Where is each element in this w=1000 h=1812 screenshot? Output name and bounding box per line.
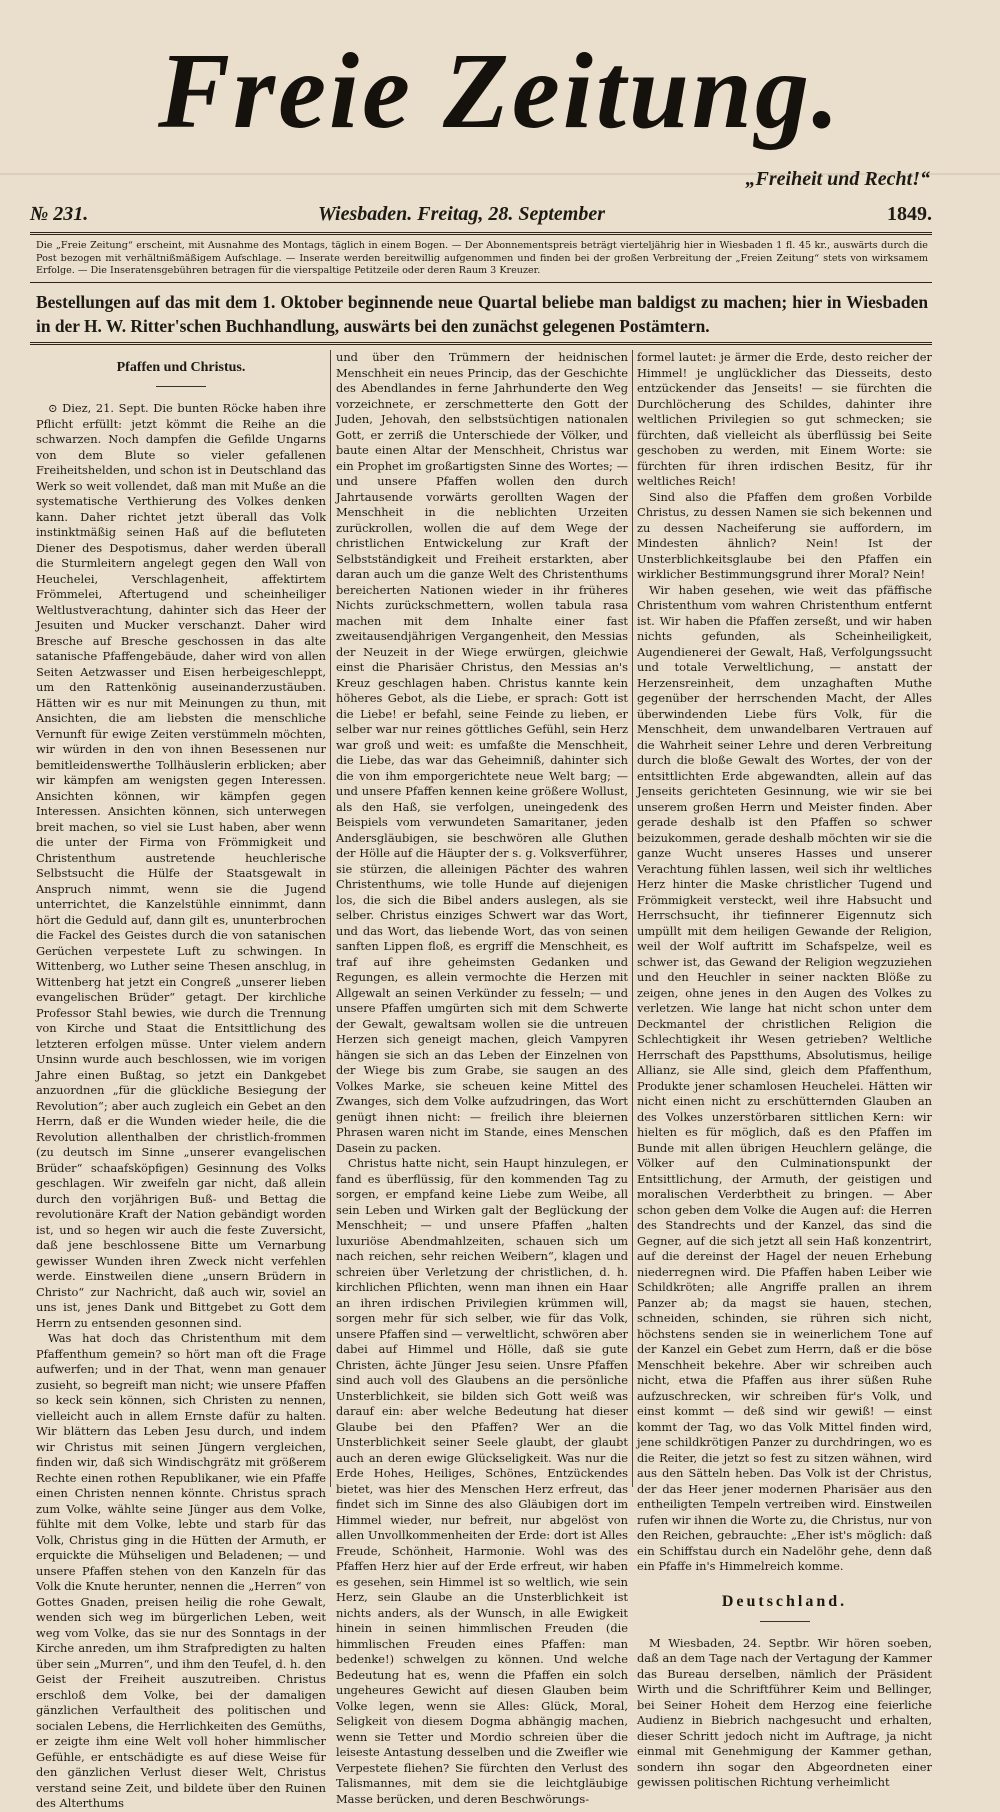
title-rule [156, 386, 206, 387]
article-columns [30, 350, 932, 1810]
masthead-motto: „Freiheit und Recht!“ [745, 168, 930, 190]
paragraph: Sind also die Pfaffen dem großen Vorbilde Christus, zu dessen Namen sie sich bekennen und zu dessen Nacheiferung sie auffordern, im Mindesten ähnlich? Nein! Ist der Unsterblichkeitsglaube bei den Pfaffen ein wirklicher Bestimmungsgrund ihrer Moral? Nein! [637, 489, 932, 581]
place-date: Wiesbaden. Freitag, 28. September [318, 203, 606, 225]
order-notice: Bestellungen auf das mit dem 1. Oktober beginnende neue Quartal beliebe man baldigst zu machen; hier in Wiesbaden in der H. W. Ritter'schen Buchhandlung, auswärts bei den zunächst gelegenen Postämtern. [36, 292, 928, 336]
column-divider [632, 350, 633, 1487]
column-2 [336, 350, 629, 1806]
section-title: Deutschland. [721, 1592, 848, 1610]
column-3 [637, 350, 932, 1789]
article-title: Pfaffen und Christus. [116, 360, 246, 375]
masthead-title: Freie Zeitung. [158, 32, 842, 151]
issue-year: 1849. [887, 203, 932, 225]
paragraph: Was hat doch das Christenthum mit dem Pfaffenthum gemein? so hört man oft die Frage aufwerfen; und in der That, wenn man genauer zusieht, so begreift man nicht; wie unsere Pfaffen so keck sein können, sich Christen zu nennen, vielleicht auch in allem Ernste dafür zu halten. Wir blättern das Leben Jesu durch, und indem wir Christus mit seinen Jüngern vergleichen, finden wir, daß sich Windischgrätz mit größerem Rechte einen rothen Republikaner, wie ein Pfaffe einen Christen nennen könnte. Christus sprach zum Volke, wählte seine Jünger aus dem Volke, fühlte mit dem Volke, lebte und starb für das Volk, Christus ging in die Hütten der Armuth, er erquickte die Mühseligen und Beladenen; — und unsere Pfaffen stehen von den Kanzeln für das Volk die Knute herunter, nennen die „Herren“ von Gottes Gnaden, preisen heilig die rohe Gewalt, wenden sich weg im bürgerlichen Leben, weit weg vom Volke, das sie nur des Sonntags in der Kirche anreden, um ihm Strafpredigten zu halten über sein „Murren“, und ihm den Teufel, d. h. den Geist der Freiheit auszutreiben. Christus erschloß dem Volke, bei der damaligen gänzlichen Verfaultheit des politischen und socialen Lebens, die Herrlichkeiten des Gemüths, er zeigte ihm eine Welt voll hoher himmlischer Gefühle, er entschädigte es auf diese Weise für den gänzlichen Verlust dieser Welt, Christus verstand seine Zeit, und bildete über den Ruinen des Alterthums [36, 1331, 326, 1810]
column-1 [36, 350, 326, 1810]
paragraph: ⊙ Diez, 21. Sept. Die bunten Röcke haben ihre Pflicht erfüllt: jetzt kömmt die Reihe an die schwarzen. Noch dampfen die Gefilde Ungarns von dem Blute so vieler gefallenen Freiheitshelden, und schon ist in Deutschland das Werk so weit vollendet, daß man mit Muße an die systematische Verthierung des Volkes denken kann. Daher richtet jetzt überall das Volk instinktmäßig seinen Haß auf die befluteten Diener des Despotismus, daher werden überall die Sturmleitern angelegt gegen den Wall von Heuchelei, Verschlagenheit, affektirtem Frömmelei, Aftertugend und scheinheiliger Weltlustverachtung, dahinter sich das Heer der Jesuiten und Mucker verschanzt. Daher wird Bresche auf Bresche geschossen in das alte satanische Pfaffengebäude, daher wird von allen Seiten Aetzwasser und Eisen herbeigeschleppt, um den Rattenkönig auseinanderzustäuben. Hätten wir es nur mit Meinungen zu thun, mit Ansichten, die am liebsten die menschliche Vernunft für ewige Zeiten verstümmeln möchten, wir würden in den von ihnen Besessenen nur bemitleidenswerthe Tollhäuslerin erblicken; aber wir kämpfen am wenigsten gegen Interessen. Ansichten können, wir kämpfen gegen Interessen. Ansichten können, sich unterwegen breit machen, so viel sie Lust haben, aber wenn die unter der Firma von Frömmigkeit und Christenthum austretende heuchlerische Selbstsucht die Hülfe der Staatsgewalt in Anspruch nimmt, wenn sie die Jugend unterrichtet, die Kanzelstühle einnimmt, dann hört die Geduld auf, dann gilt es, ununterbrochen die Fackel des Geistes durch die von satanischen Gerüchen verpestete Luft zu schwingen. In Wittenberg, wo Luther seine Thesen anschlug, in Wittenberg hat jetzt ein Congreß „unserer lieben evangelischen Brüder“ getagt. Der kirchliche Professor Stahl bewies, wie durch die Trennung von Kirche und Staat die Entsittlichung des letzteren erfolgen müsse. Unter vielem andern Unsinn wurde auch beschlossen, wie im vorigen Jahre einen Bußtag, so jetzt ein Dankgebet anzuordnen „für die glückliche Besiegung der Revolution“; aber auch zugleich ein Gebet an den Herrn, daß er die Wunden wieder heile, die die Revolution allenthalben der christlich-frommen (zu deutsch im Sinne „unserer evangelischen Brüder“ schaafsköpfigen) Gesinnung des Volks geschlagen. Wir zweifeln gar nicht, daß allein durch den vorjährigen Buß- und Bettag die revolutionäre Kraft der Nation gebändigt worden ist, und so hegen wir auch die feste Zuversicht, daß jene beschlossene Bitte um Vernarbung gewisser Wunden ihren Zweck nicht verfehlen werde. Einstweilen diene „unsern Brüdern in Christo“ zur Nachricht, daß auch wir, soviel an uns ist, jenes Dank und Bittgebet zu Gott dem Herrn zu entsenden gesonnen sind. [36, 401, 326, 1330]
subscription-notice: Die „Freie Zeitung“ erscheint, mit Ausnahme des Montags, täglich in einem Bogen. — Der Abonnementspreis beträgt vierteljährig hier in Wiesbaden 1 fl. 45 kr., auswärts durch die Post bezogen mit verhältnißmäßigem Aufschlage. — Inserate werden bereitwillig aufgenommen und finden bei der großen Verbreitung der „Freien Zeitung“ stets von wirksamem Erfolge. — Die Inseratensgebühren betragen für die vierspaltige Petitzeile oder deren Raum 3 Kreuzer. [36, 240, 928, 276]
paragraph: Christus hatte nicht, sein Haupt hinzulegen, er fand es überflüssig, für den kommenden Tag zu sorgen, er empfand keine Liebe zum Weibe, all sein Leben und Wirken galt der Beglückung der Menschheit; — und unsere Pfaffen „halten luxuriöse Abendmahlzeiten, schauen sich um nach reichen, sehr reichen Weibern“, klagen und schreien über Verletzung der christlichen, d. h. kirchlichen Pflichten, wenn man ihnen ein Haar an ihren irdischen Privilegien krümmen will, sorgen mehr für sich selber, wie für das Volk, unsere Pfaffen sind — verweltlicht, schwören aber dabei auf Himmel und Hölle, daß sie gute Christen, ächte Jünger Jesu seien. Unsre Pfaffen sind auch voll des Glaubens an die persönliche Unsterblichkeit, sie bilden sich Gott weiß was darauf ein: aber welche Bedeutung hat dieser Glaube bei den Pfaffen? Wer an die Unsterblichkeit seiner Seele glaubt, der glaubt auch an deren ewige Glückseligkeit. Was nur die Erde Hohes, Heiliges, Schönes, Entzückendes bietet, was hier des Menschen Herz erfreut, das findet sich im Sinne des also Gläubigen dort im Himmel wieder, nur befreit, nur abgelöst von allen Unvollkommenheiten der Erde: dort ist Alles Freude, Schönheit, Harmonie. Wohl was des Pfaffen Herz hier auf der Erde erfreut, wir haben es gesehen, sein Himmel ist so weltlich, wie sein Herz, sein Glaube an die Unsterblichkeit ist nichts anders, als der Wunsch, in alle Ewigkeit hinein in seinen himmlischen Freuden (die himmlischen Freuden eines Pfaffen: man bedenke!) schwelgen zu können. Und welche Bedeutung hat es, wenn die Pfaffen ein solch ungeheures Gewicht auf diesen Glauben beim Volke legen, wenn sie Alles: Glück, Moral, Seligkeit von diesem Dogma abhängig machen, wenn sie Tetter und Mordio schreien über die leiseste Antastung desselben und die Zweifler wie Verpestete fliehen? Sie fürchten den Verlust des Talismannes, mit dem sie die leichtgläubige Masse berücken, und deren Beschwörungs- [336, 1156, 629, 1806]
issue-number: № 231. [30, 203, 89, 225]
dateline [30, 203, 932, 231]
paragraph: formel lautet: je ärmer die Erde, desto reicher der Himmel! je unglücklicher das Diesseits, desto entzückender das Jenseits! — sie fürchten die Durchlöcherung des Schildes, dahinter ihre weltlichen Privilegien so gut schmecken; sie fürchten, daß vielleicht als überflüssig bei Seite geschoben zu werden, mit Einem Worte: sie fürchten für ihren irdischen Besitz, für ihr weltliches Reich! [637, 350, 932, 488]
divider [30, 282, 932, 283]
column-divider [330, 350, 331, 1487]
paragraph: Wir haben gesehen, wie weit das pfäffische Christenthum vom wahren Christenthum entfernt ist. Wir haben die Pfaffen zerseßt, und wir haben nichts gefunden, als Scheinheiligkeit, Augendienerei der Gewalt, Haß, Verfolgungssucht und totale Verweltlichung, — anstatt der Herzensreinheit, dem unzaghaften Muthe gegenüber der herrschenden Macht, der Alles überwindenden Liebe fürs Volk, für die Menschheit, dem unwandelbaren Vertrauen auf die Wahrheit seiner Lehre und deren Verbreitung durch die bloße Gewalt des Wortes, der von der entsittlichten Erde abgewandten, allein auf das Jenseits gerichteten Gesinnung, wie wir sie bei unserem großen Herrn und Meister finden. Aber gerade deshalb ist den Pfaffen so schwer beizukommen, gerade deshalb möchten wir sie die ganze Wucht unseres Hasses und unserer Verachtung fühlen lassen, weil sich ihr weltliches Herz hinter die Maske christlicher Tugend und Frömmigkeit versteckt, weil ihre Habsucht und Herrschsucht, ihr tiefinnerer Eigennutz sich umpüllt mit dem heiligen Gewande der Religion, weil der Wolf auftritt im Schafspelze, weil es schwer ist, das Gewand der Religion wegzuziehen und den Heuchler in seiner nackten Blöße zu zeigen, ohne jenes in den Augen des Volkes zu verletzen. Wie lange hat nicht schon unter dem Deckmantel der christlichen Religion die Schlechtigkeit ihr Wesen getrieben? Weltliche Herrschaft des Papstthums, Absolutismus, heilige Allianz, sie Alle sind, gleich dem Pfaffenthum, Produkte jener schamlosen Heuchelei. Hätten wir nicht einen nicht zu erschütternden Glauben an des Volkes unzerstörbaren sittlichen Kern: wir hielten es für möglich, daß es den Pfaffen im Bunde mit allen übrigen Heuchlern gelänge, die Völker auf den Culminationspunkt der Entsittlichung, der Armuth, der geistigen und moralischen Verderbtheit zu bringen. — Aber schon geben dem Volke die Augen auf: die Herren des Standrechts und der Kanzel, das sind die Gegner, auf die sich jetzt all sein Haß konzentrirt, auf die dereinst der Hagel der neuen Erhebung niederregnen wird. Die Pfaffen haben Leiber wie Schildkröten; alle Angriffe prallen an ihrem Panzer ab; da magst sie hauen, stechen, schneiden, schinden, sie rühren sich nicht, höchstens senden sie in weinerlichem Tone auf der Kanzel ein Gebet zum Herrn, daß er die böse Menschheit bekehre. Aber wir schreiben auch nicht, etwa die Pfaffen aus ihrer süßen Ruhe aufzuschrecken, wir schreiben für's Volk, und einst kommt — deß sind wir gewiß! — einst kommt der Tag, wo das Volk Mittel finden wird, jene schildkrötigen Panzer zu durchdringen, wo es die Reiter, die jetzt so fest zu sitzen wähnen, wird aus den Sätteln heben. Das Volk ist der Christus, der das Heer jener modernen Pharisäer aus den entheiligten Tempeln vertreiben wird. Einstweilen rufen wir ihnen die Worte zu, die Christus, nur von den Reichen, gebrauchte: „Eher ist's möglich: daß ein Schiffstau durch ein Nadelöhr gehe, denn daß ein Pfaffe in's Himmelreich komme. [637, 582, 932, 1573]
divider [30, 232, 932, 235]
divider [30, 342, 932, 345]
paragraph: und über den Trümmern der heidnischen Menschheit ein neues Princip, das der Geschichte des Abendlandes in ferne Jahrhunderte den Weg vorzeichnete, er zerschmetterte den Gott der Juden, Jehovah, den selbstsüchtigen nationalen Gott, er zerriß die Unterschiede der Völker, und baute einen Altar der Menschheit, Christus war ein Prophet im großartigsten Sinne des Wortes; — und unsere Pfaffen wollen den durch Jahrtausende vorwärts gerollten Wagen der Menschheit in die neblichten Urzeiten zurückrollen, wollen die auf dem Wege der christlichen Entwickelung zur Kraft der Selbstständigkeit und Freiheit erstarkten, aber daran auch um die ganze Welt des Christenthums bereicherten Nationen wieder in ihr früheres Nichts zurückschmettern, wollen tabula rasa machen mit dem Inhalte einer fast zweitausendjährigen Vergangenheit, den Messias der Neuzeit in der Wiege erwürgen, gleichwie einst die Pharisäer Christus, den Messias an's Kreuz geschlagen haben. Christus kannte kein höheres Gebot, als die Liebe, er sprach: Gott ist die Liebe! er befahl, seine Feinde zu lieben, er selber war nur reines göttliches Gefühl, sein Herz war groß und weit: es umfaßte die Menschheit, die Liebe, das war das Geheimniß, dahinter sich die von ihm emporgerichtete neue Welt barg; — und unsere Pfaffen kennen keine größere Wollust, als den Haß, sie verfolgen, uneingedenk des Beispiels vom verwundeten Samaritaner, jeden Andersgläubigen, sie beschwören alle Gluthen der Hölle auf die Häupter der s. g. Volksverführer, sie stürzen, die alleinigen Pächter des wahren Christenthums, wie tolle Hunde auf diejenigen los, die sich die Bibel anders auslegen, als sie selber. Christus einziges Schwert war das Wort, und das Wort, das liebende Wort, das von seinen sanften Lippen floß, es ergriff die Menschheit, es traf auf ihre geheimsten Gedanken und Regungen, es allein vermochte die Herzen mit Allgewalt an seinen Verkünder zu fesseln; — und unsere Pfaffen umgürten sich mit dem Schwerte der Gewalt, gewaltsam wollen sie die untreuen Herzen sich geneigt machen, gleich Vampyren hängen sie sich an das Leben der Einzelnen von der Wiege bis zum Grabe, sie saugen an des Volkes Marke, sie scheuen keine Mittel des Zwanges, sich dem Volke aufzudringen, das Wort genügt ihnen nicht: — freilich ihre bleiernen Phrasen waren nicht im Stande, eines Menschen Dasein zu packen. [336, 350, 628, 1155]
paragraph: M Wiesbaden, 24. Septbr. Wir hören soeben, daß an dem Tage nach der Vertagung der Kammer das Bureau derselben, nämlich der Präsident Wirth und die Schriftführer Keim und Bellinger, bei Seiner Hoheit dem Herzog eine feierliche Audienz in Biebrich nachgesucht und erhalten, dieser Schritt jedoch nicht im Auftrage, ja nicht einmal mit Genehmigung der Kammer gethan, sondern ihn sogar den Abgeordneten einer gewissen politischen Richtung verheimlicht [637, 1635, 932, 1789]
title-rule [760, 1621, 810, 1622]
